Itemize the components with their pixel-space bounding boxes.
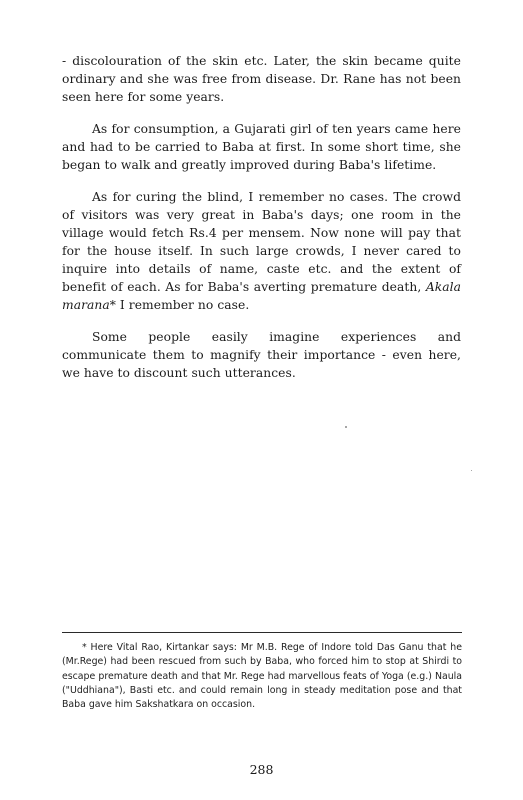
paper-speck [345,426,347,428]
page-number: 288 [249,762,274,777]
footnote-divider [62,632,462,633]
paper-speck [471,470,472,471]
paragraph-4: Some people easily imagine experiences and communicate them to magnify their importance - even here, we have to discount such utterances. [62,330,461,380]
akala-marana-term: Akala marana [62,280,461,312]
paragraph-3-body: As for curing the blind, I remember no cases. The crowd of visitors was very great in Baba's days; one room in the village would fetch Rs.4 per mensem. Now none will pay that for the house itself. In such large crowds, I never cared to inquire into details of name, caste etc. and the extent of benefit of each. As for Baba's averting premature death, [62,190,461,294]
footnote: * Here Vital Rao, Kirtankar says: Mr M.B. Rege of Indore told Das Ganu that he (Mr.Rege) had been rescued from such by Baba, who forced him to stop at Shirdi to escape premature death and that Mr. Rege had marvellous feats of Yoga (e.g.) Naula ("Uddhiana"), Basti etc. and could remain long in steady meditation pose and that Baba gave him Sakshatkara on occasion. [62,642,462,711]
paragraph-3-tail: I remember no case. [115,298,250,312]
paragraph-3 [62,188,461,314]
footnote-marker: * [109,298,116,312]
paragraph-1: - discolouration of the skin etc. Later, the skin became quite ordinary and she was free from disease. Dr. Rane has not been seen here for some years. [62,54,461,104]
paragraph-2: As for consumption, a Gujarati girl of ten years came here and had to be carried to Baba at first. In some short time, she began to walk and greatly improved during Baba's lifetime. [62,122,461,172]
